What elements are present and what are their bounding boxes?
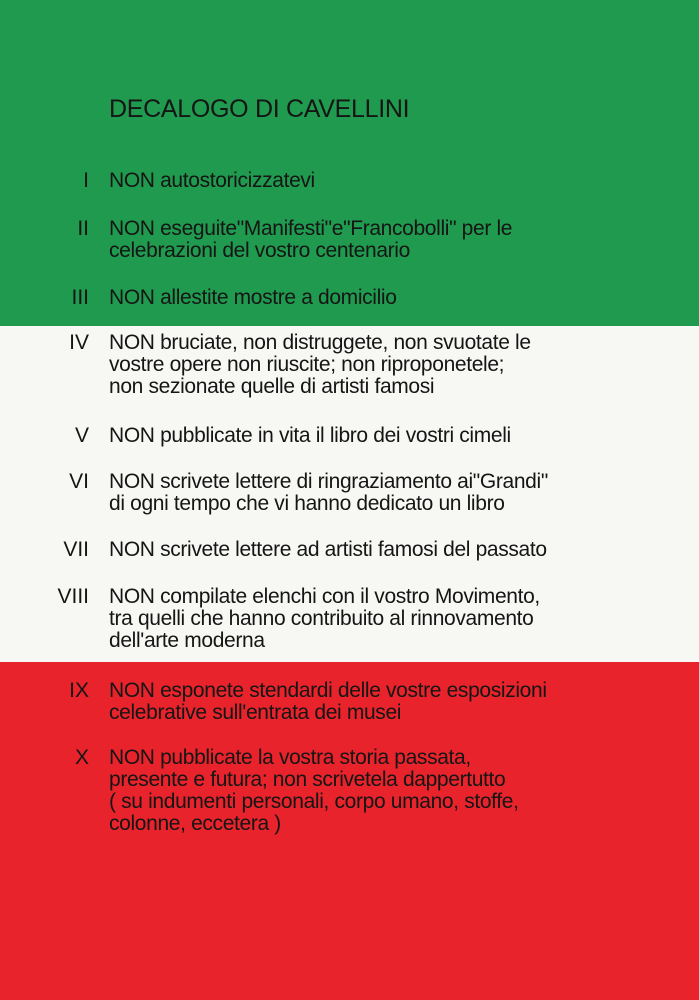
commandment-numeral: III — [71, 286, 89, 309]
commandment-numeral: VI — [69, 470, 89, 493]
commandment-line: NON scrivete lettere ad artisti famosi del passato — [109, 538, 547, 561]
commandment-text — [109, 680, 691, 724]
commandment-line: NON pubblicate la vostra storia passata, — [109, 746, 471, 769]
commandment-line: NON esponete stendardi delle vostre esposizioni — [109, 679, 547, 702]
commandment-line: NON bruciate, non distruggete, non svuotate le — [109, 331, 531, 354]
commandment-numeral: VII — [63, 538, 89, 561]
commandment-line: NON autostoricizzatevi — [109, 169, 315, 192]
commandment-text — [109, 747, 691, 835]
commandment-line: dell'arte moderna — [109, 629, 265, 652]
commandment-numeral: IV — [69, 331, 89, 354]
commandment-text — [109, 425, 691, 447]
commandment-line: colonne, eccetera ) — [109, 812, 281, 835]
commandment-line: non sezionate quelle di artisti famosi — [109, 375, 435, 398]
commandment-numeral: II — [77, 217, 89, 240]
commandment-line: presente e futura; non scrivetela dappertutto — [109, 768, 506, 791]
commandment-line: celebrative sull'entrata dei musei — [109, 701, 402, 724]
commandment-line: ( su indumenti personali, corpo umano, stoffe, — [109, 790, 519, 813]
commandment-text — [109, 471, 691, 515]
commandment-text — [109, 332, 691, 398]
page-title: DECALOGO DI CAVELLINI — [109, 95, 410, 123]
commandment-text — [109, 287, 691, 309]
commandment-line: di ogni tempo che vi hanno dedicato un libro — [109, 492, 505, 515]
commandment-numeral: X — [74, 746, 89, 769]
commandment-line: NON allestite mostre a domicilio — [109, 286, 397, 309]
commandment-line: NON eseguite"Manifesti"e"Francobolli" per le — [109, 217, 513, 240]
commandment-numeral: I — [83, 169, 89, 192]
commandment-line: tra quelli che hanno contribuito al rinnovamento — [109, 607, 534, 630]
commandment-numeral: V — [74, 424, 89, 447]
commandment-line: vostre opere non riuscite; non riproponetele; — [109, 353, 505, 376]
commandment-text — [109, 170, 691, 192]
commandment-numeral: IX — [69, 679, 89, 702]
commandment-numeral: VIII — [57, 585, 89, 608]
commandment-text — [109, 539, 691, 561]
commandment-line: NON pubblicate in vita il libro dei vostri cimeli — [109, 424, 511, 447]
commandment-line: NON scrivete lettere di ringraziamento ai"Grandi" — [109, 470, 548, 493]
commandment-line: celebrazioni del vostro centenario — [109, 239, 410, 262]
commandment-line: NON compilate elenchi con il vostro Movimento, — [109, 585, 540, 608]
commandment-text — [109, 586, 691, 652]
flag-green-band — [0, 0, 699, 326]
commandment-text — [109, 218, 691, 262]
